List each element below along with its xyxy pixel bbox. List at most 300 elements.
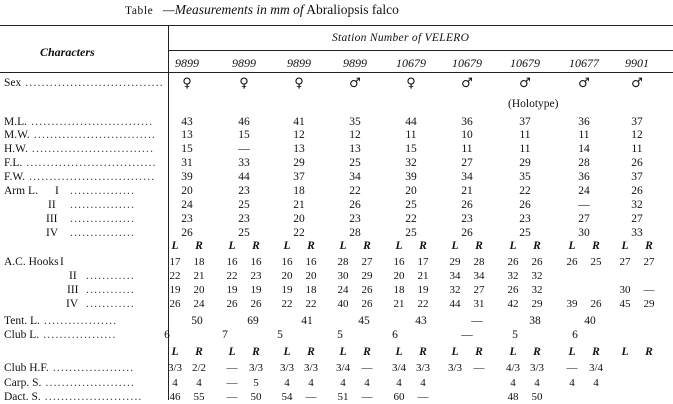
sex-symbol: ♂ xyxy=(519,76,531,91)
cell-dact-l: — xyxy=(226,391,238,403)
hook-r: 16 xyxy=(305,256,317,268)
row-label-text: F.L. xyxy=(4,157,23,169)
cell-ml: 43 xyxy=(181,116,193,128)
cell-dact-r: — xyxy=(361,391,373,403)
sex-symbol: ♀ xyxy=(239,76,249,91)
cell-fw: 44 xyxy=(238,171,250,183)
cell-clubhf-l: 4/3 xyxy=(505,362,521,374)
hook-r: 22 xyxy=(305,298,317,310)
title-italic: Measurements in mm of xyxy=(174,2,304,17)
hook-r: 26 xyxy=(250,298,262,310)
hook-l: 19 xyxy=(169,284,181,296)
hook-l: 18 xyxy=(393,284,405,296)
cell-tent: 43 xyxy=(415,315,427,327)
cell-tent: — xyxy=(471,315,483,327)
lr-label-l: L xyxy=(568,346,576,358)
cell-clubhf-l: 3/4 xyxy=(335,362,351,374)
cell-fw: 37 xyxy=(631,171,643,183)
header-rule xyxy=(0,72,673,73)
cell-arm: 26 xyxy=(631,185,643,197)
sex-symbol: ♂ xyxy=(631,76,643,91)
leader-dots: ................ xyxy=(70,185,136,197)
lr-label-r: R xyxy=(195,346,203,358)
cell-arm: 25 xyxy=(405,227,417,239)
hook-l: 21 xyxy=(393,298,405,310)
hook-r: 24 xyxy=(193,298,205,310)
title-prefix: Table xyxy=(125,5,154,17)
lr-label-r: R xyxy=(419,240,427,252)
lr-label-l: L xyxy=(509,240,517,252)
hook-l: 32 xyxy=(507,270,519,282)
cell-fl: 25 xyxy=(349,157,361,169)
station-number: 9899 xyxy=(175,56,199,70)
lr-label-r: R xyxy=(363,240,371,252)
cell-arm: 22 xyxy=(349,185,361,197)
hook-r: 27 xyxy=(361,256,373,268)
title-dash: — xyxy=(159,2,175,17)
leader-dots: .............................. xyxy=(27,143,155,155)
hook-r: 32 xyxy=(531,284,543,296)
hook-l: 22 xyxy=(169,270,181,282)
cell-arm: 24 xyxy=(181,199,193,211)
row-label-carp xyxy=(4,378,135,390)
cell-arm: 26 xyxy=(349,199,361,211)
cell-fl: 29 xyxy=(293,157,305,169)
cell-clubhf-r: 3/3 xyxy=(303,362,319,374)
leader-dots: ................ xyxy=(70,227,136,239)
cell-carp-r: 4 xyxy=(364,377,370,389)
row-label-text: Dact. S. xyxy=(4,391,41,403)
cell-hw: 15 xyxy=(405,143,417,155)
holotype-note: (Holotype) xyxy=(508,98,559,110)
leader-dots: .............................. xyxy=(29,129,157,141)
cell-dact-l: 46 xyxy=(169,391,181,403)
row-label-club xyxy=(4,330,117,342)
hook-roman-III: III xyxy=(67,284,79,296)
station-number: 9901 xyxy=(625,56,649,70)
row-label-text: Sex xyxy=(4,77,22,89)
sex-symbol: ♀ xyxy=(406,76,416,91)
row-label-text: Club H.F. xyxy=(4,362,49,374)
cell-arm: 25 xyxy=(405,199,417,211)
lr-label-l: L xyxy=(395,240,403,252)
cell-clubhf-l: 3/3 xyxy=(447,362,463,374)
lr-label-l: L xyxy=(621,240,629,252)
hook-l: 20 xyxy=(393,270,405,282)
row-label-text: A.C. Hooks xyxy=(4,256,59,268)
hook-l: 28 xyxy=(337,256,349,268)
cell-mw: 15 xyxy=(238,129,250,141)
cell-arm: 22 xyxy=(519,185,531,197)
hook-r: 19 xyxy=(250,284,262,296)
station-header: Station Number of VELERO xyxy=(332,32,470,44)
arm-roman-II: II xyxy=(48,199,56,211)
hook-l: 19 xyxy=(281,284,293,296)
hook-r: 26 xyxy=(590,298,602,310)
hook-l: 30 xyxy=(337,270,349,282)
row-label-text: Carp. S. xyxy=(4,377,42,389)
cell-arm: 23 xyxy=(349,213,361,225)
cell-fl: 29 xyxy=(519,157,531,169)
hook-roman-I: I xyxy=(60,256,64,268)
cell-mw: 13 xyxy=(181,129,193,141)
cell-carp-r: 4 xyxy=(534,377,540,389)
arm-roman-IV: IV xyxy=(46,227,59,239)
cell-clubhf-r: — xyxy=(361,362,373,374)
cell-fl: 27 xyxy=(461,157,473,169)
cell-carp-r: 4 xyxy=(308,377,314,389)
cell-club: 6 xyxy=(572,329,578,341)
cell-arm: 28 xyxy=(349,227,361,239)
lr-label-l: L xyxy=(621,346,629,358)
cell-carp-l: — xyxy=(226,377,238,389)
cell-arm: 26 xyxy=(519,199,531,211)
cell-carp-r: 4 xyxy=(593,377,599,389)
hook-l: 32 xyxy=(449,284,461,296)
lr-label-l: L xyxy=(171,240,179,252)
row-label-ml xyxy=(4,117,153,129)
hook-l: 16 xyxy=(281,256,293,268)
cell-fl: 31 xyxy=(181,157,193,169)
row-label-clubhf xyxy=(4,363,134,375)
lr-label-r: R xyxy=(533,240,541,252)
cell-arm: 20 xyxy=(293,213,305,225)
row-label-text: Club L. xyxy=(4,329,40,341)
hook-l: 27 xyxy=(619,256,631,268)
cell-fl: 26 xyxy=(631,157,643,169)
hook-r: 34 xyxy=(473,270,485,282)
row-label-sex xyxy=(4,78,164,90)
station-number: 10679 xyxy=(452,56,482,70)
cell-arm: 27 xyxy=(578,213,590,225)
station-rule xyxy=(168,50,673,51)
cell-clubhf-l: 3/3 xyxy=(279,362,295,374)
hook-r: 26 xyxy=(361,298,373,310)
cell-hw: 13 xyxy=(349,143,361,155)
hook-l: 45 xyxy=(619,298,631,310)
leader-dots: ........................ xyxy=(40,391,143,403)
cell-ml: 35 xyxy=(349,116,361,128)
hook-r: 25 xyxy=(590,256,602,268)
leader-dots: .................. xyxy=(39,329,117,341)
hook-l: 22 xyxy=(226,270,238,282)
cell-mw: 12 xyxy=(631,129,643,141)
cell-hw: 11 xyxy=(631,143,643,155)
leader-dots: ................ xyxy=(70,199,136,211)
cell-dact-r: — xyxy=(305,391,317,403)
cell-carp-l: 4 xyxy=(172,377,178,389)
cell-mw: 11 xyxy=(519,129,531,141)
hook-r: 21 xyxy=(193,270,205,282)
lr-label-r: R xyxy=(533,346,541,358)
lr-label-l: L xyxy=(283,240,291,252)
leader-dots: .................... xyxy=(48,362,135,374)
cell-fw: 37 xyxy=(293,171,305,183)
cell-dact-l: 60 xyxy=(393,391,405,403)
hook-l: 17 xyxy=(169,256,181,268)
lr-label-r: R xyxy=(195,240,203,252)
hook-r: 20 xyxy=(193,284,205,296)
cell-dact-l: 51 xyxy=(337,391,349,403)
hook-l: 44 xyxy=(449,298,461,310)
hook-r: 28 xyxy=(473,256,485,268)
arm-roman-I: I xyxy=(55,185,59,197)
lr-label-l: L xyxy=(283,346,291,358)
hook-r: 27 xyxy=(643,256,655,268)
cell-hw: 14 xyxy=(578,143,590,155)
cell-dact-r: 50 xyxy=(250,391,262,403)
cell-fl: 33 xyxy=(238,157,250,169)
lr-label-l: L xyxy=(451,240,459,252)
cell-hw: 11 xyxy=(519,143,531,155)
lr-label-r: R xyxy=(252,240,260,252)
cell-arm: 23 xyxy=(181,213,193,225)
lr-label-r: R xyxy=(592,240,600,252)
cell-fw: 35 xyxy=(519,171,531,183)
hook-r: 18 xyxy=(305,284,317,296)
hook-r: 31 xyxy=(473,298,485,310)
hook-r: 29 xyxy=(531,298,543,310)
cell-arm: 24 xyxy=(578,185,590,197)
station-number: 10679 xyxy=(510,56,540,70)
cell-dact-r: 50 xyxy=(531,391,543,403)
sex-symbol: ♂ xyxy=(461,76,473,91)
cell-club: 6 xyxy=(392,329,398,341)
hook-l: 34 xyxy=(449,270,461,282)
cell-carp-l: 4 xyxy=(396,377,402,389)
cell-arm: 20 xyxy=(181,185,193,197)
cell-carp-r: 4 xyxy=(420,377,426,389)
row-label-text: M.W. xyxy=(4,129,30,141)
cell-mw: 11 xyxy=(405,129,417,141)
hook-r: 20 xyxy=(305,270,317,282)
lr-label-l: L xyxy=(568,240,576,252)
cell-club: 5 xyxy=(337,329,343,341)
cell-club: 7 xyxy=(222,329,228,341)
lr-label-l: L xyxy=(451,346,459,358)
cell-arm: 21 xyxy=(461,185,473,197)
hook-r: 29 xyxy=(643,298,655,310)
cell-clubhf-l: — xyxy=(566,362,578,374)
cell-fw: 34 xyxy=(461,171,473,183)
cell-arm: 27 xyxy=(631,213,643,225)
row-label-text: H.W. xyxy=(4,143,28,155)
cell-fw: 36 xyxy=(578,171,590,183)
cell-fw: 39 xyxy=(181,171,193,183)
cell-fw: 39 xyxy=(405,171,417,183)
lr-label-r: R xyxy=(645,346,653,358)
lr-label-r: R xyxy=(475,346,483,358)
hook-l: 24 xyxy=(337,284,349,296)
sex-symbol: ♀ xyxy=(294,76,304,91)
cell-carp-r: 5 xyxy=(253,377,259,389)
hook-r: 18 xyxy=(193,256,205,268)
cell-mw: 12 xyxy=(293,129,305,141)
leader-dots: ............................... xyxy=(25,171,156,183)
row-label-fw xyxy=(4,172,155,184)
cell-club: 5 xyxy=(512,329,518,341)
cell-clubhf-r: — xyxy=(473,362,485,374)
station-number: 10677 xyxy=(569,56,599,70)
row-label-mw xyxy=(4,130,156,142)
cell-fl: 32 xyxy=(405,157,417,169)
cell-arm: 26 xyxy=(181,227,193,239)
hook-r: 16 xyxy=(250,256,262,268)
hook-l: 30 xyxy=(619,284,631,296)
cell-clubhf-l: — xyxy=(226,362,238,374)
cell-ml: 46 xyxy=(238,116,250,128)
sex-symbol: ♂ xyxy=(578,76,590,91)
cell-ml: 37 xyxy=(631,116,643,128)
top-rule xyxy=(0,25,673,26)
lr-label-r: R xyxy=(419,346,427,358)
hook-r: 23 xyxy=(250,270,262,282)
cell-tent: 38 xyxy=(529,315,541,327)
leader-dots: ................................ xyxy=(22,157,157,169)
cell-clubhf-r: 3/4 xyxy=(588,362,604,374)
lr-label-r: R xyxy=(592,346,600,358)
leader-dots: ............ xyxy=(86,270,135,282)
lr-label-l: L xyxy=(509,346,517,358)
station-number: 9899 xyxy=(343,56,367,70)
lr-label-r: R xyxy=(307,346,315,358)
hook-roman-II: II xyxy=(69,270,77,282)
cell-arm: 18 xyxy=(293,185,305,197)
cell-clubhf-r: 3/3 xyxy=(529,362,545,374)
cell-arm: 25 xyxy=(238,227,250,239)
cell-ml: 37 xyxy=(519,116,531,128)
hook-l: 26 xyxy=(507,284,519,296)
row-label-text: F.W. xyxy=(4,171,26,183)
cell-carp-r: 4 xyxy=(196,377,202,389)
cell-carp-l: 4 xyxy=(340,377,346,389)
row-label-arm xyxy=(4,186,38,198)
row-label-fl xyxy=(4,158,157,170)
lr-label-l: L xyxy=(339,240,347,252)
leader-dots: ................ xyxy=(70,213,136,225)
column-divider xyxy=(168,25,169,400)
lr-label-l: L xyxy=(171,346,179,358)
cell-mw: 12 xyxy=(349,129,361,141)
cell-ml: 36 xyxy=(578,116,590,128)
cell-club: 6 xyxy=(164,329,170,341)
cell-arm: 20 xyxy=(405,185,417,197)
hook-l: 29 xyxy=(449,256,461,268)
cell-club: — xyxy=(461,329,473,341)
hook-l: 22 xyxy=(281,298,293,310)
cell-tent: 41 xyxy=(301,315,313,327)
station-number: 9899 xyxy=(232,56,256,70)
title-species: Abraliopsis falco xyxy=(303,2,399,17)
cell-tent: 50 xyxy=(191,315,203,327)
cell-arm: 25 xyxy=(238,199,250,211)
cell-hw: — xyxy=(238,143,250,155)
row-label-tent xyxy=(4,316,117,328)
cell-arm: 32 xyxy=(631,199,643,211)
leader-dots: .................. xyxy=(39,315,118,327)
lr-label-r: R xyxy=(307,240,315,252)
cell-arm: 26 xyxy=(461,199,473,211)
hook-l: 26 xyxy=(566,256,578,268)
cell-arm: 22 xyxy=(405,213,417,225)
sex-symbol: ♂ xyxy=(349,76,361,91)
hook-r: 17 xyxy=(417,256,429,268)
lr-label-r: R xyxy=(252,346,260,358)
cell-clubhf-r: 3/3 xyxy=(415,362,431,374)
row-label-ach xyxy=(4,257,59,269)
hook-roman-IV: IV xyxy=(66,298,79,310)
row-label-text: Arm L. xyxy=(4,185,38,197)
leader-dots: .............................. xyxy=(27,116,154,128)
cell-arm: 23 xyxy=(238,185,250,197)
row-label-dact xyxy=(4,392,143,404)
hook-r: — xyxy=(643,284,655,296)
hook-r: 29 xyxy=(361,270,373,282)
cell-dact-r: — xyxy=(417,391,429,403)
lr-label-l: L xyxy=(339,346,347,358)
cell-carp-l: 4 xyxy=(510,377,516,389)
cell-arm: 23 xyxy=(461,213,473,225)
hook-r: 22 xyxy=(417,298,429,310)
lr-label-r: R xyxy=(475,240,483,252)
row-label-text: Tent. L. xyxy=(4,315,40,327)
station-number: 10679 xyxy=(396,56,426,70)
cell-dact-l: 54 xyxy=(281,391,293,403)
cell-ml: 36 xyxy=(461,116,473,128)
leader-dots: ...................... xyxy=(41,377,136,389)
hook-l: 26 xyxy=(169,298,181,310)
leader-dots: ............ xyxy=(86,284,135,296)
cell-arm: 21 xyxy=(293,199,305,211)
arm-roman-III: III xyxy=(46,213,58,225)
row-label-hw xyxy=(4,144,154,156)
lr-label-l: L xyxy=(228,240,236,252)
lr-label-l: L xyxy=(395,346,403,358)
cell-arm: 33 xyxy=(631,227,643,239)
cell-arm: 26 xyxy=(461,227,473,239)
cell-tent: 40 xyxy=(584,315,596,327)
leader-dots: ............ xyxy=(86,298,135,310)
cell-tent: 45 xyxy=(358,315,370,327)
cell-mw: 11 xyxy=(578,129,590,141)
leader-dots: .................................. xyxy=(21,77,164,89)
cell-clubhf-l: 3/3 xyxy=(167,362,183,374)
hook-l: 26 xyxy=(226,298,238,310)
cell-clubhf-l: 3/4 xyxy=(391,362,407,374)
cell-club: 5 xyxy=(277,329,283,341)
hook-l: 16 xyxy=(226,256,238,268)
cell-fl: 28 xyxy=(578,157,590,169)
cell-arm: 23 xyxy=(238,213,250,225)
hook-l: 20 xyxy=(281,270,293,282)
cell-tent: 69 xyxy=(247,315,259,327)
table-title xyxy=(125,3,399,18)
row-label-text: M.L. xyxy=(4,116,27,128)
cell-carp-l: 4 xyxy=(569,377,575,389)
cell-ml: 41 xyxy=(293,116,305,128)
cell-carp-l: 4 xyxy=(284,377,290,389)
hook-r: 21 xyxy=(417,270,429,282)
lr-label-l: L xyxy=(228,346,236,358)
cell-ml: 44 xyxy=(405,116,417,128)
station-number: 9899 xyxy=(287,56,311,70)
characters-header: Characters xyxy=(40,45,95,59)
hook-l: 39 xyxy=(566,298,578,310)
hook-r: 32 xyxy=(531,270,543,282)
hook-r: 26 xyxy=(531,256,543,268)
cell-arm: 30 xyxy=(578,227,590,239)
cell-dact-r: 55 xyxy=(193,391,205,403)
